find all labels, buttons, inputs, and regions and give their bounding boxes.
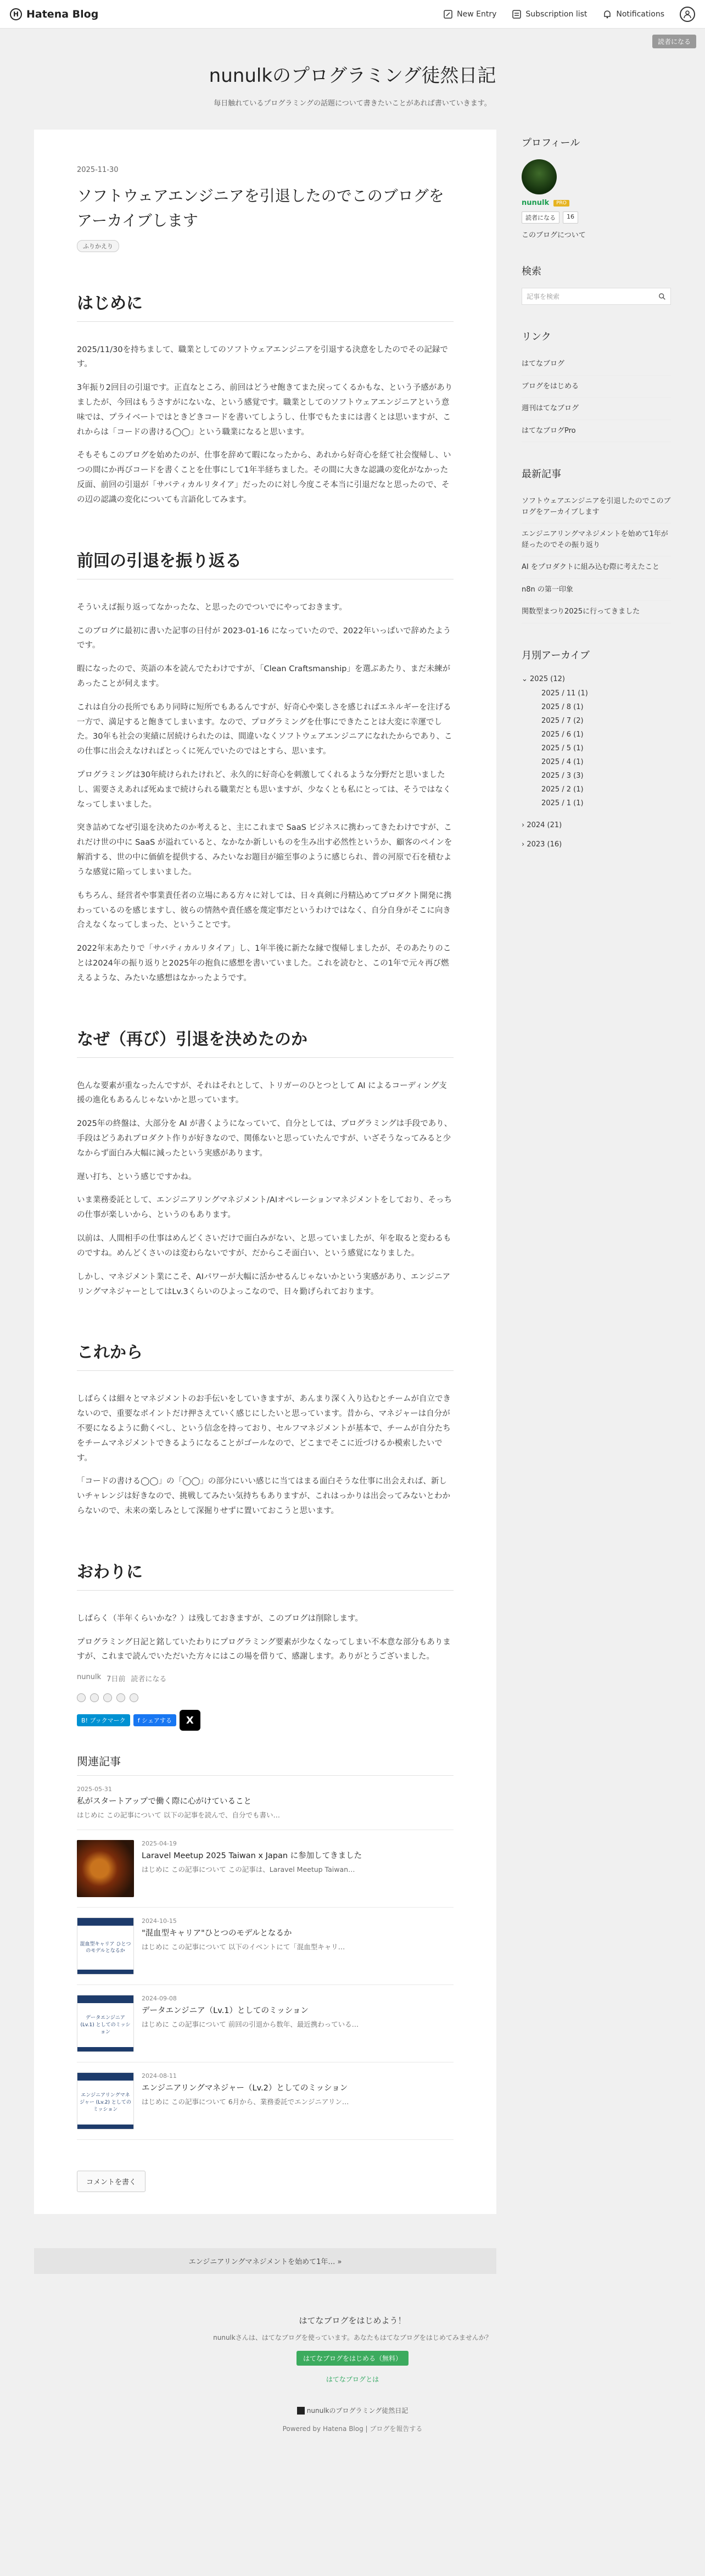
star-list xyxy=(77,1693,454,1702)
links-module xyxy=(522,329,671,442)
logo-text: Hatena Blog xyxy=(26,8,99,20)
sidebar-link[interactable]: 週刊はてなブログ xyxy=(522,398,671,420)
paragraph: そういえば振り返ってなかったな、と思ったのでついでにやっておきます。 xyxy=(77,603,347,612)
profile-title: プロフィール xyxy=(522,137,580,149)
x-share-button[interactable]: X xyxy=(180,1710,200,1731)
paragraph: プログラミング日記と銘していたわりにプログラミング要素が少なくなってしまい不本意な部分もありますが、これまで読んでいただいた方々にはこの場を借りて、感謝します。ありがとうございました。 xyxy=(77,1637,451,1661)
recent-entry-link[interactable]: AI をプロダクトに組み込む際に考えたこと xyxy=(522,556,671,579)
header-nav xyxy=(443,7,695,22)
related-title-link[interactable]: データエンジニア（Lv.1）としてのミッション xyxy=(142,2006,309,2016)
chevron-down-icon[interactable]: ⌄ xyxy=(522,674,530,683)
avatar[interactable] xyxy=(522,159,557,194)
paragraph: そもそもこのブログを始めたのが、仕事を辞めて暇になったから、あれから好奇心を経て社会復帰し、いつの間にか再びコードを書くことを仕事にして1年半経ちました。その間に大きな認識の変化がなかった反面、前回の引退が「サバティカルリタイア」だったのに対し今度こそ本当に引退だなと思ったので、その辺の認識の変化についても言語化してみます。 xyxy=(77,451,451,504)
links-title: リンク xyxy=(522,331,551,343)
subscribe-link[interactable]: 読者になる xyxy=(131,1675,167,1684)
thumbnail-text: データエンジニア (Lv.1) としてのミッション xyxy=(80,2015,131,2035)
paragraph-with-link[interactable]: しかし、マネジメント業にこそ、AIパワーが大幅に活かせるんじゃないかという実感があり、エンジニアリングマネジャーとしてはLv.3くらいのひよっこなので、日々勤げられております。 xyxy=(77,1272,451,1296)
related-date: 2024-10-15 xyxy=(142,1917,177,1925)
archive-month-link[interactable]: 2025 / 7 (2) xyxy=(541,716,584,725)
related-snippet: はじめに この記事について この記事は、Laravel Meetup Taiwan… xyxy=(142,1865,355,1874)
related-thumbnail[interactable] xyxy=(77,1995,134,2052)
recent-entry-link[interactable]: 関数型まつり2025に行ってきました xyxy=(522,601,671,623)
start-blog-button[interactable]: はてなブログをはじめる（無料） xyxy=(296,2351,409,2366)
section-heading: 前回の引退を振り返る xyxy=(77,547,454,579)
section-heading: これから xyxy=(77,1339,454,1371)
archive-month-link[interactable]: 2025 / 1 (1) xyxy=(541,799,584,807)
search-module xyxy=(522,264,671,305)
archive-year-label: 2023 (16) xyxy=(527,840,562,849)
related-title-link[interactable]: エンジニアリングマネジャー（Lv.2）としてのミッション xyxy=(142,2084,348,2093)
paragraph: いま業務委託として、エンジニアリングマネジメント/AIオペレーションマネジメントをしており、そっちの仕事が楽しいから、というのもあります。 xyxy=(77,1196,452,1220)
paragraph: 遅い打ち、という感じですかね。 xyxy=(77,1172,197,1181)
entry-footer xyxy=(77,1673,454,1731)
paragraph: しばらく（半年くらいかな？）は残しておきますが、このブログは削除します。 xyxy=(77,1614,363,1623)
thumbnail-text: エンジニアリングマネジャー (Lv.2) としてのミッション xyxy=(80,2093,131,2112)
related-snippet: はじめに この記事について 以下の記事を読んで、自分でも書い… xyxy=(77,1811,280,1820)
author-link[interactable]: nunulk xyxy=(77,1673,102,1682)
reader-count: 16 xyxy=(563,211,578,224)
new-entry-button[interactable] xyxy=(443,9,496,19)
archive-month-link[interactable]: 2025 / 8 (1) xyxy=(541,702,584,711)
paragraph: プログラミングは30年続けられたけれど、永久的に好奇心を刺激してくれるような分野だと思いましたし、需要さえあれば死ぬまで続けられる職業だとも思いますが、少なくとも私にとっては、そうではなくなってしまいました。 xyxy=(77,771,451,809)
profile-subscribe-button[interactable]: 読者になる xyxy=(522,211,559,224)
related-date: 2025-04-19 xyxy=(142,1840,177,1848)
profile-name[interactable]: nunulk xyxy=(522,199,550,207)
powered-by[interactable]: Powered by Hatena Blog | ブログを報告する xyxy=(282,2425,423,2433)
paragraph-with-link[interactable]: このブログに最初に書いた記事の日付が 2023-01-16 になっていたので、2022年いっぱいで辞めたようです。 xyxy=(77,626,451,650)
sidebar xyxy=(522,130,671,2274)
archive-month-link[interactable]: 2025 / 2 (1) xyxy=(541,785,584,794)
related-thumbnail[interactable] xyxy=(77,1917,134,1975)
content-wrapper xyxy=(0,130,705,2274)
star-user-icon[interactable] xyxy=(116,1693,125,1702)
related-item[interactable] xyxy=(77,1908,454,1985)
main-column xyxy=(34,130,496,2274)
subscription-list-label: Subscription list xyxy=(525,9,588,19)
section-heading: はじめに xyxy=(77,289,454,322)
related-title-link[interactable]: Laravel Meetup 2025 Taiwan x Japan に参加してきました xyxy=(142,1852,362,1861)
paragraph: もちろん、経営者や事業責任者の立場にある方々に対しては、日々真剣に丹精込めてプロダクト開発に携わっているのを感じますし、彼らの情熱や責任感を蔑定事だというわけではなく、自分自身がそこに向き合えなくなってしまった、ということです。 xyxy=(77,891,452,930)
archive-month-link[interactable]: 2025 / 3 (3) xyxy=(541,771,584,780)
related-title-link[interactable]: 私がスタートアップで働く際に心がけていること xyxy=(77,1797,251,1806)
cta-title: はてなブログをはじめよう！ xyxy=(299,2316,406,2326)
paragraph: 暇になったので、英語の本を読んでたわけですが、「Clean Craftsmanship」を選ぶあたり、まだ未練があったことが伺えます。 xyxy=(77,665,450,688)
time-ago[interactable]: 7日前 xyxy=(107,1675,126,1684)
archive-year-2025[interactable] xyxy=(522,672,671,687)
new-entry-label: New Entry xyxy=(457,9,497,19)
archive-month-link[interactable]: 2025 / 4 (1) xyxy=(541,757,584,766)
notifications-button[interactable] xyxy=(602,9,664,19)
related-title-link[interactable]: "混血型キャリア"ひとつのモデルとなるか xyxy=(142,1929,292,1938)
star-user-icon[interactable] xyxy=(90,1693,99,1702)
entry-date[interactable]: 2025-11-30 xyxy=(77,166,119,174)
blog-favicon-icon xyxy=(297,2407,305,2415)
footer-blog-name-row xyxy=(0,2406,705,2415)
paragraph: 以前は、人間相手の仕事はめんどくさいだけで面白みがない、と思っていましたが、年を取ると変わるものですね。めんどくさいのは変わらないですが、だからこそ面白い、という感覚になりました。 xyxy=(77,1234,451,1258)
related-title: 関連記事 xyxy=(77,1753,454,1776)
related-item[interactable] xyxy=(77,2062,454,2140)
archive-year-2023[interactable] xyxy=(522,837,671,852)
hatena-blog-logo[interactable] xyxy=(10,8,98,20)
cta-text: nunulkさんは、はてなブログを使っています。あなたもはてなブログをはじめてみませんか？ xyxy=(213,2334,492,2342)
paragraph: これは自分の長所でもあり同時に短所でもあるんですが、好奇心や楽しさを感じればエネルギーを注げる一方で、満足すると飽きてしまいます。なので、プログラミングを仕事にできたことは大変に幸運でした。30年も社会の実績に居続けられたのは、間違いなくソフトウェアエンジニアになれたからであり、この仕事に出会えなければとっくに死んでいたのではとすら、思います。 xyxy=(77,702,452,756)
related-snippet: はじめに この記事について 前回の引退から数年、最近携わっている… xyxy=(142,2020,359,2029)
archive-month-link[interactable]: 2025 / 11 (1) xyxy=(541,689,588,698)
blog-header xyxy=(0,29,705,130)
archive-month-link[interactable]: 2025 / 6 (1) xyxy=(541,730,584,739)
paragraph-with-link[interactable]: 2022年末あたりで「サバティカルリタイア」し、1年半後に新たな縁で復帰しましたが、そのあたりのことは2024年の振り返りと2025年の抱負に感想を書いていました。これを読むと、この1年で元々再び燃えるような、みたいな感想はなかったようです。 xyxy=(77,944,451,983)
related-thumbnail[interactable] xyxy=(77,2072,134,2129)
paragraph: 3年振り2回目の引退です。正直なところ、前回はどうせ飽きてまた戻ってくるかもな、という予感がありましたが、今回はもうさすがにないな、という感覚です。職業としてのソフトウェアエンジニアという意味では、プライベートではときどきコードを書いてしようし、仕事でもたまには書くとは思いますが、これからは「コードの書ける◯◯」という職業になると思います。 xyxy=(77,383,453,437)
related-date: 2025-05-31 xyxy=(77,1786,112,1793)
hatena-bookmark-button[interactable]: B! ブックマーク xyxy=(77,1714,130,1726)
recent-entry-link[interactable]: n8n の第一印象 xyxy=(522,579,671,601)
archive-year-label: 2025 (12) xyxy=(530,674,565,683)
list-icon xyxy=(512,9,522,19)
subscription-list-button[interactable] xyxy=(512,9,587,19)
related-date: 2024-08-11 xyxy=(142,2072,177,2080)
about-hatena-blog-link[interactable]: はてなブログとは xyxy=(326,2376,379,2384)
search-placeholder: 記事を検索 xyxy=(527,293,560,300)
article xyxy=(34,130,496,2214)
hatena-logo-icon: H xyxy=(10,8,22,20)
user-menu-icon[interactable] xyxy=(680,7,695,22)
category-badge[interactable]: ふりかえり xyxy=(77,240,119,252)
paragraph: しばらくは細々とマネジメントのお手伝いをしていきますが、あんまり深く入り込むとチームが自立できないので、重要なポイントだけ押さえていく感じにしたいと思っています。昔から、マネジャーは自分が不要になるように動くべし、という信念を持っており、セルフマネジメントが基本で、チームが自分たちをチームマネジメントできるようになることがゴールなので、どこまでそこに近づけるか模索したいです。 xyxy=(77,1395,451,1463)
entry-content xyxy=(77,289,454,1665)
recent-title: 最新記事 xyxy=(522,469,561,480)
profile-module xyxy=(522,135,671,239)
search-input[interactable] xyxy=(522,288,671,305)
chevron-right-icon[interactable]: › xyxy=(522,840,527,849)
related-item[interactable] xyxy=(77,1776,454,1830)
paragraph: 2025年の終盤は、大部分を AI が書くようになっていて、自分としては、プログラミングは手段であり、手段はどうあれプロダクト作りが好きなので、関係ないと思っていたんですが、いざそうなってみると少なからず面白み大幅に減ったという実感があります。 xyxy=(77,1119,452,1158)
facebook-share-button[interactable]: f シェアする xyxy=(133,1714,176,1726)
share-buttons xyxy=(77,1710,454,1731)
recent-entry-link[interactable]: エンジニアリングマネジメントを始めて1年が経ったのでその振り返り xyxy=(522,523,671,556)
chevron-right-icon[interactable]: › xyxy=(522,821,527,829)
recent-entry-link[interactable]: ソフトウェアエンジニアを引退したのでこのブログをアーカイブします xyxy=(522,490,671,523)
pro-badge: PRO xyxy=(553,200,569,207)
archive-module xyxy=(522,648,671,852)
search-icon[interactable] xyxy=(658,293,666,300)
notifications-label: Notifications xyxy=(616,9,664,19)
thumbnail-text: 混血型キャリア ひとつのモデルとなるか xyxy=(80,1941,131,1954)
related-thumbnail[interactable] xyxy=(77,1840,134,1897)
archive-year-label: 2024 (21) xyxy=(527,821,562,829)
sidebar-link[interactable]: はてなブログ xyxy=(522,353,671,376)
sidebar-link[interactable]: ブログをはじめる xyxy=(522,376,671,398)
section-heading: おわりに xyxy=(77,1558,454,1591)
star-user-icon[interactable] xyxy=(103,1693,112,1702)
paragraph: 突き詰めてなぜ引退を決めたのか考えると、主にこれまで SaaS ビジネスに携わってきたわけですが、これだけ世の中に SaaS が溢れていると、なかなか新しいものを生み出す必然性というか、顧客のペインを解消する、世の中に価値を提供する、みたいなお題目が縮至事のように感じられ、普の河原で石を積むような感覚に陥ってしまいました。 xyxy=(77,823,452,877)
paragraph: 「コードの書ける◯◯」の「◯◯」の部分にいい感じに当てはまる面白そうな仕事に出会えれば、新しいチャレンジは好きなので、挑戦してみたい気持ちもありますが、これはっかりは出会ってみないとわからないので、未来の楽しみとして深掘りせずに置いておこうと思います。 xyxy=(77,1477,451,1516)
write-comment-button[interactable]: コメントを書く xyxy=(77,2171,146,2192)
star-user-icon[interactable] xyxy=(130,1693,138,1702)
blog-description: 毎日触れているプログラミングの話題について書きたいことがあれば書いていきます。 xyxy=(214,99,491,108)
subscribe-button[interactable]: 読者になる xyxy=(652,35,696,48)
entry-title[interactable]: ソフトウェアエンジニアを引退したのでこのブログをアーカイブします xyxy=(77,187,444,230)
recent-entries-module xyxy=(522,466,671,623)
paragraph: 色んな要素が重なったんですが、それはそれとして、トリガーのひとつとして AI によるコーディング支援の進化もあるんじゃないかと思っています。 xyxy=(77,1081,447,1105)
pager-next[interactable]: エンジニアリングマネジメントを始めて1年… » xyxy=(34,2248,496,2274)
bell-icon xyxy=(602,9,612,19)
about-blog-link[interactable]: このブログについて xyxy=(522,231,586,239)
sidebar-link[interactable]: はてなブログPro xyxy=(522,420,671,443)
section-heading: なぜ（再び）引退を決めたのか xyxy=(77,1025,454,1058)
archive-title: 月別アーカイブ xyxy=(522,649,590,661)
page-footer xyxy=(0,2274,705,2455)
blog-title[interactable]: nunulkのプログラミング徒然日記 xyxy=(209,65,496,87)
related-item[interactable] xyxy=(77,1830,454,1908)
global-header xyxy=(0,0,705,46)
related-snippet: はじめに この記事について 以下のイベントにて「混血型キャリ… xyxy=(142,1943,345,1951)
footer-blog-name[interactable]: nunulkのプログラミング徒然日記 xyxy=(306,2407,409,2415)
add-star-icon[interactable] xyxy=(77,1693,86,1702)
edit-icon xyxy=(443,9,453,19)
archive-month-link[interactable]: 2025 / 5 (1) xyxy=(541,744,584,752)
search-title: 検索 xyxy=(522,266,541,277)
related-date: 2024-09-08 xyxy=(142,1995,177,2003)
paragraph: 2025/11/30を持ちまして、職業としてのソフトウェアエンジニアを引退する決意をしたのでその記録です。 xyxy=(77,345,448,369)
related-snippet: はじめに この記事について 6月から、業務委託でエンジニアリン… xyxy=(142,2098,349,2106)
archive-year-2024[interactable] xyxy=(522,818,671,833)
related-item[interactable] xyxy=(77,1985,454,2062)
